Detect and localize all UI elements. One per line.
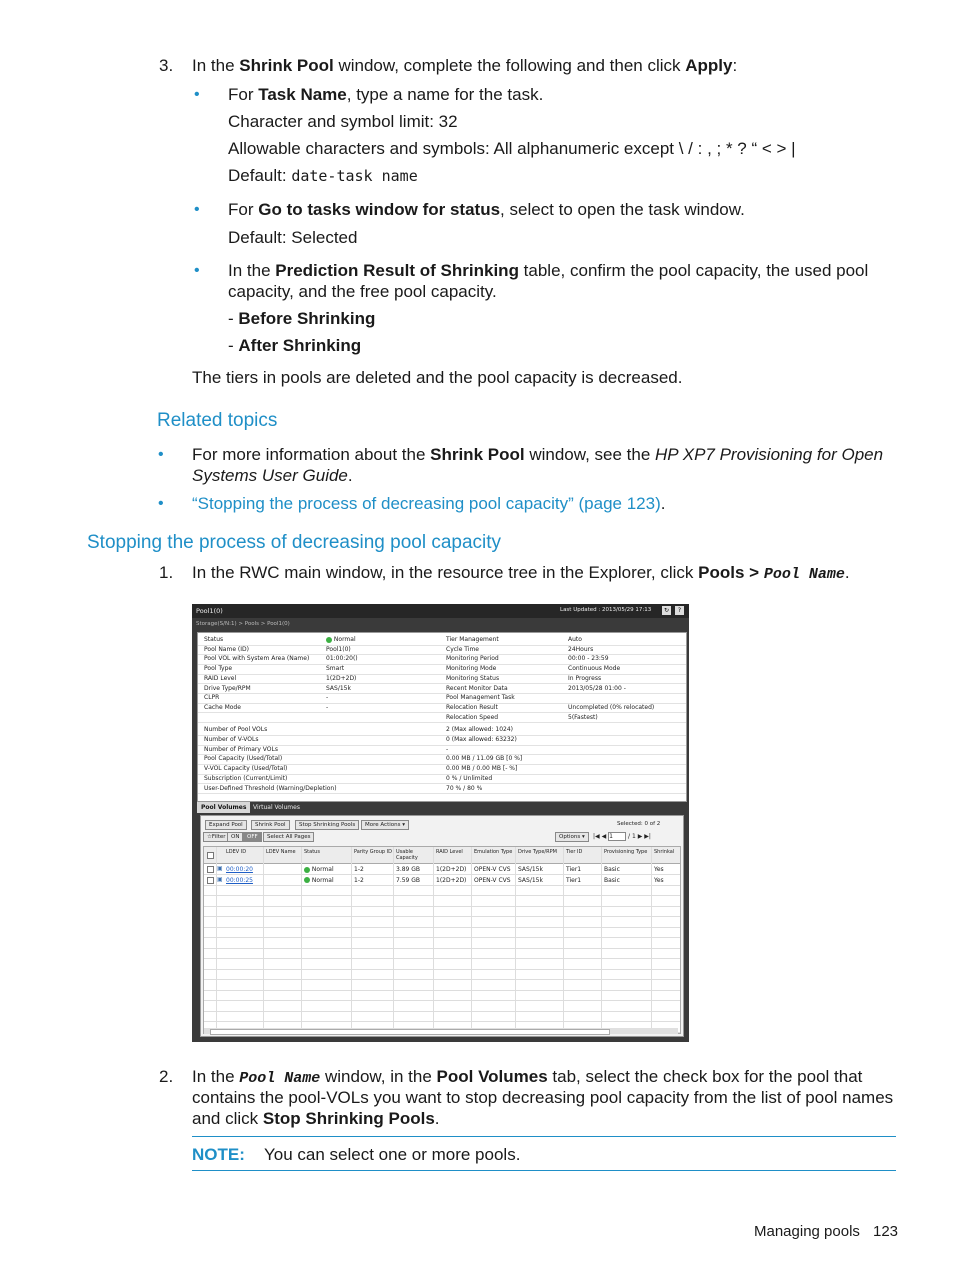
table-row [204, 885, 680, 896]
property-value: 0 % / Unlimited [446, 774, 493, 782]
property-label: Pool Type [204, 665, 233, 673]
property-label: Relocation Result [446, 703, 498, 711]
status-normal-icon [304, 867, 310, 873]
property-label: Pool VOL with System Area (Name) [204, 655, 310, 663]
property-label: Drive Type/RPM [204, 684, 251, 692]
column-header: Parity Group ID [354, 849, 392, 855]
next-page-icon[interactable]: ▶ [637, 833, 643, 840]
table-cell: OPEN-V CVS [474, 876, 511, 884]
footer-page-number: 123 [873, 1223, 899, 1240]
note-text: You can select one or more pools. [264, 1145, 521, 1164]
ldev-icon: ▣ [217, 865, 223, 872]
property-value: In Progress [568, 674, 602, 682]
step-3-number: 3. [159, 56, 174, 75]
note-label: NOTE: [192, 1145, 245, 1164]
property-row [198, 784, 686, 795]
filter-off-button[interactable]: OFF [243, 832, 262, 842]
property-label: CLPR [204, 694, 220, 702]
table-row [204, 1001, 680, 1012]
prediction-line-2: capacity, and the free pool capacity. [228, 282, 497, 301]
breadcrumb[interactable]: Storage(S/N:1) > Pools > Pool1(0) [196, 621, 290, 627]
table-cell: SAS/15k [518, 866, 543, 873]
property-value: - [326, 694, 329, 702]
selected-count: Selected: 0 of 2 [617, 821, 661, 827]
bullet-icon: • [194, 201, 200, 218]
table-row [204, 980, 680, 991]
task-default: Default: date-task name [228, 166, 418, 185]
property-label: Subscription (Current/Limit) [204, 774, 288, 782]
window-title: Pool1(0) [196, 607, 223, 615]
refresh-icon[interactable]: ↻ [663, 607, 670, 614]
table-cell: Tier1 [566, 866, 582, 873]
property-value: Uncompleted (0% relocated) [568, 703, 655, 711]
column-header: Provisioning Type [604, 849, 648, 855]
property-label: Cache Mode [204, 703, 241, 711]
table-cell: Yes [654, 876, 664, 884]
step-1-text: In the RWC main window, in the resource tree in the Explorer, click Pools > Pool Name. [192, 563, 850, 583]
table-row [204, 864, 680, 875]
tab-pool-volumes[interactable]: Pool Volumes [197, 802, 250, 813]
tab-bar [197, 801, 685, 814]
filter-button[interactable]: ☆Filter [203, 832, 230, 842]
shrink-pool-button[interactable]: Shrink Pool [251, 820, 290, 830]
last-updated: Last Updated : 2013/05/29 17:13 [560, 607, 652, 613]
property-label: Recent Monitor Data [446, 684, 508, 692]
table-cell: Yes [654, 866, 664, 873]
property-value: 5(Fastest) [568, 713, 598, 721]
step-2-number: 2. [159, 1067, 174, 1086]
pool-window-screenshot [192, 604, 689, 1042]
table-row [204, 906, 680, 917]
status-normal-icon [326, 637, 332, 643]
related-item-1: For more information about the Shrink Pool window, see the HP XP7 Provisioning for Open [192, 445, 884, 464]
property-value: 01:00:20() [326, 655, 358, 663]
property-value: 2 (Max allowed: 1024) [446, 726, 514, 734]
help-icon[interactable]: ? [675, 606, 684, 615]
scrollbar-thumb[interactable] [210, 1029, 610, 1035]
first-page-icon[interactable]: |◀ [593, 833, 600, 840]
go-default: Default: Selected [228, 228, 358, 247]
property-value: - [446, 745, 449, 753]
after-shrinking: - After Shrinking [228, 336, 362, 355]
column-header: Status [304, 849, 320, 855]
table-cell: SAS/15k [518, 876, 543, 884]
note-bottom-rule [192, 1170, 896, 1171]
table-cell: 7.59 GB [396, 876, 421, 884]
table-cell: 1(2D+2D) [436, 866, 467, 873]
step-2-line-3: and click Stop Shrinking Pools. [192, 1109, 440, 1128]
table-row [204, 896, 680, 907]
select-all-checkbox[interactable] [207, 852, 214, 859]
property-value: 0.00 MB / 0.00 MB [- %] [446, 765, 518, 773]
row-checkbox[interactable] [207, 866, 214, 873]
table-cell: OPEN-V CVS [474, 866, 511, 873]
related-item-2: “Stopping the process of decreasing pool capacity” (page 123). [192, 494, 666, 513]
property-value: 0.00 MB / 11.09 GB [0 %] [446, 755, 523, 763]
column-header: Usable Capacity [396, 849, 418, 861]
property-label: V-VOL Capacity (Used/Total) [204, 765, 288, 773]
step-2-text: In the Pool Name window, in the Pool Volumes tab, select the check box for the pool that [192, 1067, 863, 1087]
property-label: Relocation Speed [446, 713, 499, 721]
expand-pool-button[interactable]: Expand Pool [205, 820, 247, 830]
go-to-tasks-bullet: For Go to tasks window for status, select to open the task window. [228, 200, 745, 219]
step-2-line-2: contains the pool-VOLs you want to stop decreasing pool capacity from the list of pool names [192, 1088, 894, 1107]
related-item-1-line2: Systems User Guide. [192, 466, 353, 485]
options-button[interactable]: Options ▾ [555, 832, 589, 842]
table-header [204, 847, 680, 864]
property-label: Pool Name (ID) [204, 645, 249, 653]
property-label: Monitoring Status [446, 674, 500, 682]
table-cell[interactable]: 00:00:25 [226, 876, 253, 884]
stop-shrinking-pools-button[interactable]: Stop Shrinking Pools [295, 820, 359, 830]
bullet-icon: • [158, 495, 164, 512]
bullet-icon: • [194, 262, 200, 279]
horizontal-scrollbar[interactable] [204, 1028, 678, 1034]
property-value: Smart [326, 665, 345, 673]
tiers-note: The tiers in pools are deleted and the pool capacity is decreased. [192, 368, 683, 387]
property-value: 2013/05/28 01:00 - [568, 684, 626, 692]
status-normal-icon [304, 877, 310, 883]
property-value: 1(2D+2D) [326, 674, 357, 682]
table-cell: 1(2D+2D) [436, 876, 467, 884]
table-cell: 3.89 GB [396, 866, 421, 873]
column-header: Emulation Type [474, 849, 513, 855]
property-label: Cycle Time [446, 645, 479, 653]
table-row [204, 1011, 680, 1022]
pool-properties-panel [197, 632, 687, 802]
row-checkbox[interactable] [207, 877, 214, 884]
property-label: Monitoring Mode [446, 665, 497, 673]
property-label: Number of Primary VOLs [204, 745, 278, 753]
property-label: Pool Capacity (Used/Total) [204, 755, 283, 763]
related-topics-heading: Related topics [157, 410, 278, 431]
property-value: 70 % / 80 % [446, 784, 483, 792]
table-row [204, 917, 680, 928]
property-value: 0 (Max allowed: 63232) [446, 736, 517, 743]
select-all-pages-button[interactable]: Select All Pages [263, 832, 314, 842]
property-label: Number of V-VOLs [204, 736, 259, 743]
column-header: Drive Type/RPM [518, 849, 557, 855]
table-cell: Normal [304, 866, 334, 873]
table-cell: 1-2 [354, 876, 364, 884]
step-1-number: 1. [159, 563, 174, 582]
table-cell: Basic [604, 876, 620, 884]
property-value: Normal [326, 636, 356, 643]
pool-volumes-table [203, 846, 681, 1034]
table-row [204, 927, 680, 938]
task-name-bullet: For Task Name, type a name for the task. [228, 85, 544, 104]
property-label: RAID Level [204, 674, 237, 682]
filter-on-button[interactable]: ON [227, 832, 243, 842]
page-input[interactable]: 1 [608, 832, 626, 841]
property-label: Monitoring Period [446, 655, 499, 663]
table-cell: Normal [304, 877, 334, 884]
window-titlebar [192, 604, 689, 618]
pool-volumes-panel [200, 815, 684, 1037]
table-row [204, 948, 680, 959]
property-label: Tier Management [446, 636, 499, 643]
property-value: 24Hours [568, 645, 594, 653]
section-heading: Stopping the process of decreasing pool capacity [87, 532, 502, 553]
before-shrinking: - Before Shrinking [228, 309, 376, 328]
property-value: Continuous Mode [568, 665, 621, 673]
footer-section: Managing pools [754, 1223, 860, 1240]
table-row [204, 990, 680, 1001]
allowed-chars: Allowable characters and symbols: All alphanumeric except \ / : , ; * ? “ < > | [228, 139, 796, 158]
property-value: - [326, 703, 329, 711]
char-limit: Character and symbol limit: 32 [228, 112, 458, 131]
property-label: Number of Pool VOLs [204, 726, 268, 734]
note-top-rule [192, 1136, 896, 1137]
related-link[interactable]: “Stopping the process of decreasing pool capacity” (page 123) [192, 494, 661, 513]
table-cell: Tier1 [566, 876, 582, 884]
table-cell: Basic [604, 866, 620, 873]
property-value: Auto [568, 636, 582, 643]
property-label: Pool Management Task [446, 694, 515, 702]
prediction-bullet: In the Prediction Result of Shrinking table, confirm the pool capacity, the used pool [228, 261, 869, 280]
table-row [204, 875, 680, 886]
table-cell[interactable]: 00:00:20 [226, 866, 253, 873]
property-label: Status [204, 636, 224, 643]
tab-virtual-volumes[interactable]: Virtual Volumes [253, 804, 300, 811]
ldev-icon: ▣ [217, 875, 223, 883]
column-header: Shrinkal [654, 849, 675, 855]
bullet-icon: • [158, 446, 164, 463]
bullet-icon: • [194, 86, 200, 103]
property-label: User-Defined Threshold (Warning/Depletion) [204, 784, 337, 792]
column-header: LDEV ID [226, 849, 247, 855]
table-cell: 1-2 [354, 866, 364, 873]
page-total: / 1 [628, 833, 636, 840]
property-row [198, 713, 686, 724]
last-page-icon[interactable]: ▶| [644, 833, 651, 840]
table-row [204, 938, 680, 949]
column-header: RAID Level [436, 849, 463, 855]
property-value: Pool1(0) [326, 645, 351, 653]
property-value: 00:00 - 23:59 [568, 655, 609, 663]
prev-page-icon[interactable]: ◀ [601, 833, 607, 840]
table-row [204, 969, 680, 980]
pager [593, 832, 651, 841]
step-3-text: In the Shrink Pool window, complete the following and then click Apply: [192, 56, 738, 75]
property-value: SAS/15k [326, 684, 351, 692]
table-row [204, 959, 680, 970]
column-header: LDEV Name [266, 849, 296, 855]
column-header: Tier ID [566, 849, 583, 855]
more-actions-button[interactable]: More Actions ▾ [361, 820, 409, 830]
